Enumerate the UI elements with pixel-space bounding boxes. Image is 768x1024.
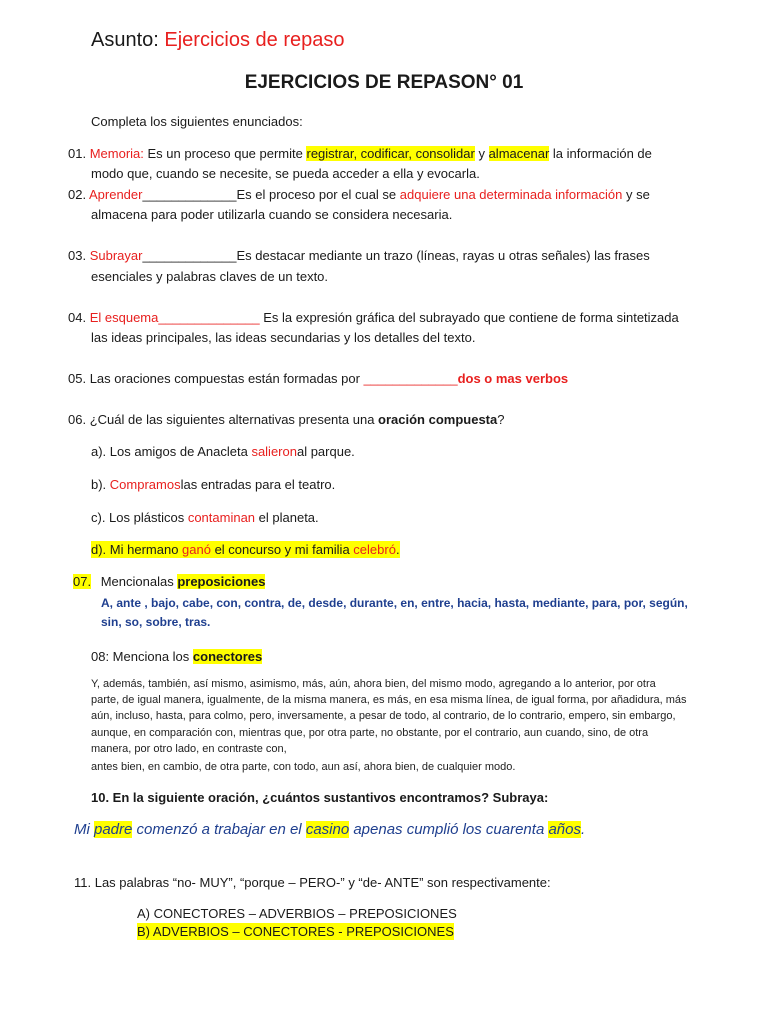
q6-text-2: ? — [497, 412, 505, 427]
q6-option-c — [91, 509, 319, 526]
subject-label: Asunto: — [91, 29, 159, 51]
q1-line1 — [68, 145, 652, 162]
q11-option-a: A) CONECTORES – ADVERBIOS – PREPOSICIONES — [137, 906, 457, 921]
q10-text-3: apenas cumplió los cuarenta — [349, 821, 549, 838]
q4-blank: ______________ — [158, 310, 260, 325]
q10-sentence — [74, 820, 585, 840]
q6-d-text-2: el concurso y mi familia — [210, 542, 354, 557]
q4-line1 — [68, 309, 679, 326]
q3-term: Subrayar — [89, 248, 143, 263]
q6-option-d — [91, 541, 400, 558]
q1-text-2: y — [474, 146, 489, 161]
q1-line2: modo que, cuando se necesite, se pueda acceder a ella y evocarla. — [91, 166, 480, 181]
q5-line — [68, 370, 568, 387]
q6-b-text: b). — [91, 477, 110, 492]
q8-answer-line2: parte, de igual manera, igualmente, de la misma manera, es más, en esa misma línea, de igual forma, por añadidura, más — [91, 694, 687, 706]
q2-line2: almacena para poder utilizarla cuando se considera necesaria. — [91, 207, 453, 222]
q6-a-verb: salieron — [251, 444, 297, 459]
q10-noun-2: casino — [305, 821, 350, 838]
q3-text: Es destacar mediante un trazo (líneas, rayas u otras señales) las frases — [236, 248, 650, 263]
q2-red-text: adquiere una determinada información — [399, 187, 623, 202]
q8-answer-line4: aunque, en comparación con, mientras que, por otra parte, no obstante, por el contrario, aun cuando, sino, de otra — [91, 727, 649, 739]
q8-answer-line5: manera, por otro lado, en contraste con, — [91, 743, 287, 755]
q6-a-text: a). Los amigos de Anacleta — [91, 444, 252, 459]
q1-text: Es un proceso que permite — [143, 146, 307, 161]
q6-d-verb-1: ganó — [182, 542, 211, 557]
q5-blank: _____________ — [363, 371, 458, 386]
page-title: EJERCICIOS DE REPASON° 01 — [244, 72, 524, 93]
q2-text: Es el proceso por el cual se — [236, 187, 400, 202]
q6-d-text: d). Mi hermano — [91, 542, 183, 557]
q2-blank: _____________ — [142, 187, 237, 202]
q4-text: Es la expresión gráfica del subrayado que contiene de forma sintetizada — [259, 310, 679, 325]
q10-noun-1: padre — [94, 821, 133, 838]
q11-option-b: B) ADVERBIOS – CONECTORES - PREPOSICIONES — [137, 924, 454, 939]
q7-answer-line1: A, ante , bajo, cabe, con, contra, de, desde, durante, en, entre, hacia, hasta, mediante, para, por, según, — [101, 596, 688, 610]
q6-bold: oración compuesta — [378, 412, 498, 427]
q7-question — [73, 573, 265, 590]
q10-text-1: Mi — [74, 821, 94, 838]
q8-question — [91, 648, 262, 665]
q6-b-text-2: las entradas para el teatro. — [180, 477, 336, 492]
q6-num: 06. — [68, 412, 87, 427]
intro-text: Completa los siguientes enunciados: — [91, 114, 303, 129]
q2-num: 02. — [68, 187, 87, 202]
q1-highlight-2: almacenar — [488, 146, 550, 161]
q7-text: Mencionalas — [100, 574, 178, 589]
q5-num: 05. — [68, 371, 87, 386]
q6-question — [68, 411, 504, 428]
q6-text: ¿Cuál de las siguientes alternativas presenta una — [89, 412, 379, 427]
q7-answer-line2: sin, so, sobre, tras. — [101, 615, 211, 629]
q4-line2: las ideas principales, las ideas secundarias y los detalles del texto. — [91, 330, 476, 345]
q3-line2: esenciales y palabras claves de un texto. — [91, 269, 329, 284]
q1-text-3: la información de — [549, 146, 652, 161]
q1-highlight-1: registrar, codificar, consolidar — [306, 146, 475, 161]
q3-line1 — [68, 247, 650, 264]
q7-num: 07. — [73, 574, 92, 589]
q6-c-verb: contaminan — [187, 510, 256, 525]
q5-text: Las oraciones compuestas están formadas por — [89, 371, 364, 386]
subject-value: Ejercicios de repaso — [164, 29, 345, 51]
q6-option-a — [91, 443, 355, 460]
q10-question: 10. En la siguiente oración, ¿cuántos sustantivos encontramos? Subraya: — [91, 790, 549, 805]
q3-blank: _____________ — [142, 248, 237, 263]
q4-num: 04. — [68, 310, 87, 325]
q6-d-verb-2: celebró — [353, 542, 396, 557]
q11-question: 11. Las palabras “no- MUY”, “porque – PERO-” y “de- ANTE” son respectivamente: — [74, 875, 551, 890]
q8-answer-line1: Y, además, también, así mismo, asimismo, más, aún, ahora bien, del mismo modo, agregando a lo anterior, por otra — [91, 678, 656, 690]
q4-term: El esquema — [89, 310, 159, 325]
q10-text-4: . — [581, 821, 586, 838]
subject-line — [91, 28, 344, 52]
q6-b-verb: Compramos — [109, 477, 181, 492]
q1-num: 01. — [68, 146, 87, 161]
q8-answer-line6: antes bien, en cambio, de otra parte, con todo, aun así, ahora bien, de cualquier modo. — [91, 761, 516, 773]
q8-answer-line3: aún, incluso, hasta, para colmo, pero, inversamente, a pesar de todo, al contrario, de lo contrario, empero, sin embargo, — [91, 710, 676, 722]
q3-num: 03. — [68, 248, 87, 263]
q6-c-text: c). Los plásticos — [91, 510, 188, 525]
q6-c-text-2: el planeta. — [255, 510, 319, 525]
q2-text-2: y se — [622, 187, 650, 202]
q6-d-text-3: . — [395, 542, 400, 557]
q6-option-b — [91, 476, 335, 493]
q6-a-text-2: al parque. — [296, 444, 355, 459]
q10-noun-3: años — [548, 821, 581, 838]
q2-term: Aprender — [88, 187, 143, 202]
q10-text-2: comenzó a trabajar en el — [132, 821, 306, 838]
q8-bold: conectores — [192, 649, 263, 664]
q8-text: 08: Menciona los — [91, 649, 193, 664]
q5-answer: dos o mas verbos — [457, 371, 569, 386]
q2-line1 — [68, 186, 650, 203]
q1-term: Memoria: — [89, 146, 144, 161]
q7-bold: preposiciones — [177, 574, 266, 589]
